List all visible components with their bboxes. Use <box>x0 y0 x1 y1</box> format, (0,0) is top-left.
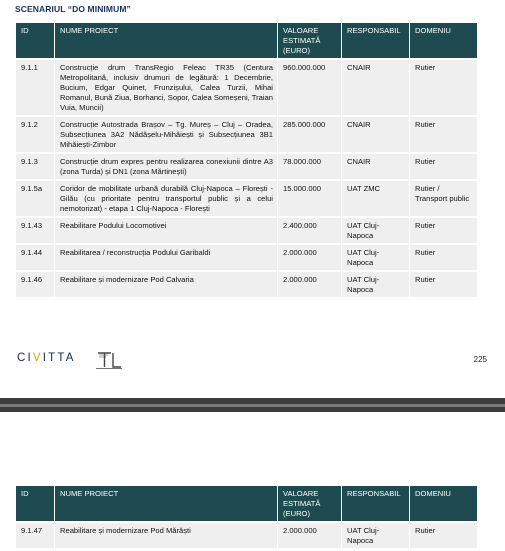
cell-responsible: CNAIR <box>342 117 409 152</box>
header-id: ID <box>16 23 54 58</box>
cell-domain: Rutier / Transport public <box>410 181 477 216</box>
header-name: NUME PROIECT <box>55 486 277 521</box>
logo-text-end: ITTA <box>42 352 76 364</box>
cell-responsible: CNAIR <box>342 154 409 179</box>
cell-domain: Rutier <box>410 245 477 270</box>
header-value: VALOARE ESTIMATĂ (EURO) <box>278 23 341 58</box>
header-domain: DOMENIU <box>410 23 477 58</box>
table-row <box>16 154 477 179</box>
table-row <box>16 117 477 152</box>
cell-id: 9.1.46 <box>16 272 54 297</box>
cell-value: 2.000.000 <box>278 272 341 297</box>
cell-domain: Rutier <box>410 117 477 152</box>
cell-domain: Rutier <box>410 154 477 179</box>
cell-name: Coridor de mobilitate urbană durabilă Cluj-Napoca – Florești - Gilău (cu prioritate pentru transportul public și a celui nemotorizat) - etapa 1 Cluj-Napoca - Florești <box>55 181 277 216</box>
cell-name: Reabilitarea / reconstrucția Podului Garibaldi <box>55 245 277 270</box>
projects-table-continued <box>15 484 478 550</box>
cell-id: 9.1.1 <box>16 60 54 115</box>
table-row <box>16 272 477 297</box>
header-id: ID <box>16 486 54 521</box>
cell-value: 2.400.000 <box>278 218 341 243</box>
cell-id: 9.1.47 <box>16 523 54 548</box>
page-separator-highlight <box>0 404 505 407</box>
cell-responsible: UAT ZMC <box>342 181 409 216</box>
cell-responsible: CNAIR <box>342 60 409 115</box>
cell-domain: Rutier <box>410 523 477 548</box>
cell-responsible: UAT Cluj-Napoca <box>342 523 409 548</box>
scenario-title: SCENARIUL “DO MINIMUM” <box>15 4 131 14</box>
civitta-logo <box>17 352 76 364</box>
header-responsible: RESPONSABIL <box>342 23 409 58</box>
page-number: 225 <box>473 355 487 364</box>
cell-value: 15.000.000 <box>278 181 341 216</box>
cell-id: 9.1.43 <box>16 218 54 243</box>
table-header-row <box>16 23 477 58</box>
header-responsible: RESPONSABIL <box>342 486 409 521</box>
cell-value: 285.000.000 <box>278 117 341 152</box>
logo-text-start: CI <box>17 352 33 364</box>
cell-id: 9.1.2 <box>16 117 54 152</box>
cell-id: 9.1.3 <box>16 154 54 179</box>
cell-domain: Rutier <box>410 272 477 297</box>
cell-name: Reabilitare și modernizare Pod Mărăști <box>55 523 277 548</box>
logo-text-accent: V <box>32 352 43 364</box>
cell-value: 960.000.000 <box>278 60 341 115</box>
header-name: NUME PROIECT <box>55 23 277 58</box>
table-row <box>16 245 477 270</box>
cell-domain: Rutier <box>410 218 477 243</box>
table-row <box>16 60 477 115</box>
cell-responsible: UAT Cluj-Napoca <box>342 245 409 270</box>
cell-responsible: UAT Cluj-Napoca <box>342 218 409 243</box>
tl-logo-icon <box>94 349 124 371</box>
table-header-row <box>16 486 477 521</box>
cell-value: 2.000.000 <box>278 245 341 270</box>
cell-responsible: UAT Cluj-Napoca <box>342 272 409 297</box>
projects-table <box>15 21 478 299</box>
header-value: VALOARE ESTIMATĂ (EURO) <box>278 486 341 521</box>
cell-name: Reabilitare și modernizare Pod Calvaria <box>55 272 277 297</box>
cell-name: Construcție drum expres pentru realizarea conexiunii dintre A3 (zona Turda) și DN1 (zona Mărtinești) <box>55 154 277 179</box>
document-page-2 <box>0 412 505 551</box>
cell-name: Construcție Autostrada Brașov – Tg. Mureș – Cluj – Oradea, Subsecțiunea 3A2 Nădășelu-Mihăiești și Subsecțiunea 3B1 Mihăiești-Zimbor <box>55 117 277 152</box>
cell-name: Reabilitare Podului Locomotivei <box>55 218 277 243</box>
cell-value: 78.000.000 <box>278 154 341 179</box>
table-row <box>16 523 477 548</box>
table-row <box>16 181 477 216</box>
cell-value: 2.000.000 <box>278 523 341 548</box>
table-row <box>16 218 477 243</box>
cell-name: Construcție drum TransRegio Feleac TR35 (Centura Metropolitană, inclusiv drumuri de legătură: 1 Decembrie, Bucium, Edgar Quinet, Frunzișului, Calea Turzii, Mihai Romanul, Bună Ziua, Borhanci, Sopor, Calea Someșeni, Traian Vuia, Muncii) <box>55 60 277 115</box>
cell-id: 9.1.5a <box>16 181 54 216</box>
cell-id: 9.1.44 <box>16 245 54 270</box>
cell-domain: Rutier <box>410 60 477 115</box>
header-domain: DOMENIU <box>410 486 477 521</box>
